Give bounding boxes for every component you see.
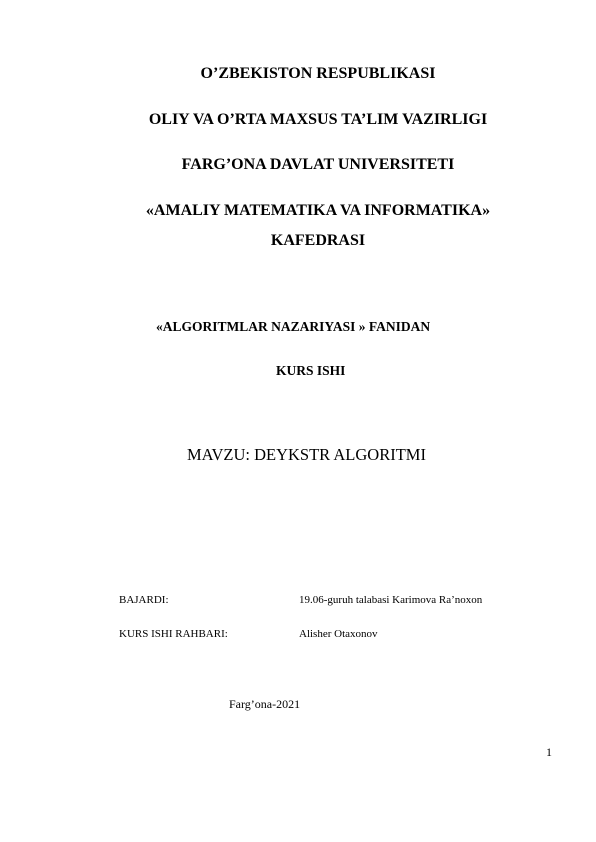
place-year: Farg’ona-2021 bbox=[229, 697, 301, 711]
course-subject: «ALGORITMLAR NAZARIYASI » FANIDAN bbox=[156, 319, 431, 334]
republic-heading: O’ZBEKISTON RESPUBLIKASI bbox=[200, 65, 436, 82]
done-by-value: 19.06-guruh talabasi Karimova Ra’noxon bbox=[299, 594, 483, 606]
university-heading: FARG’ONA DAVLAT UNIVERSITETI bbox=[181, 156, 455, 173]
done-by-label: BAJARDI: bbox=[119, 594, 169, 606]
department-heading-line1: «AMALIY MATEMATIKA VA INFORMATIKA» bbox=[145, 202, 491, 219]
supervisor-value: Alisher Otaxonov bbox=[299, 628, 378, 640]
page-number: 1 bbox=[546, 745, 552, 759]
supervisor-label: KURS ISHI RAHBARI: bbox=[119, 628, 228, 640]
work-type: KURS ISHI bbox=[276, 363, 346, 378]
ministry-heading: OLIY VA O’RTA MAXSUS TA’LIM VAZIRLIGI bbox=[148, 111, 488, 128]
department-heading-line2: KAFEDRASI bbox=[270, 232, 366, 249]
topic-title: MAVZU: DEYKSTR ALGORITMI bbox=[187, 445, 426, 464]
